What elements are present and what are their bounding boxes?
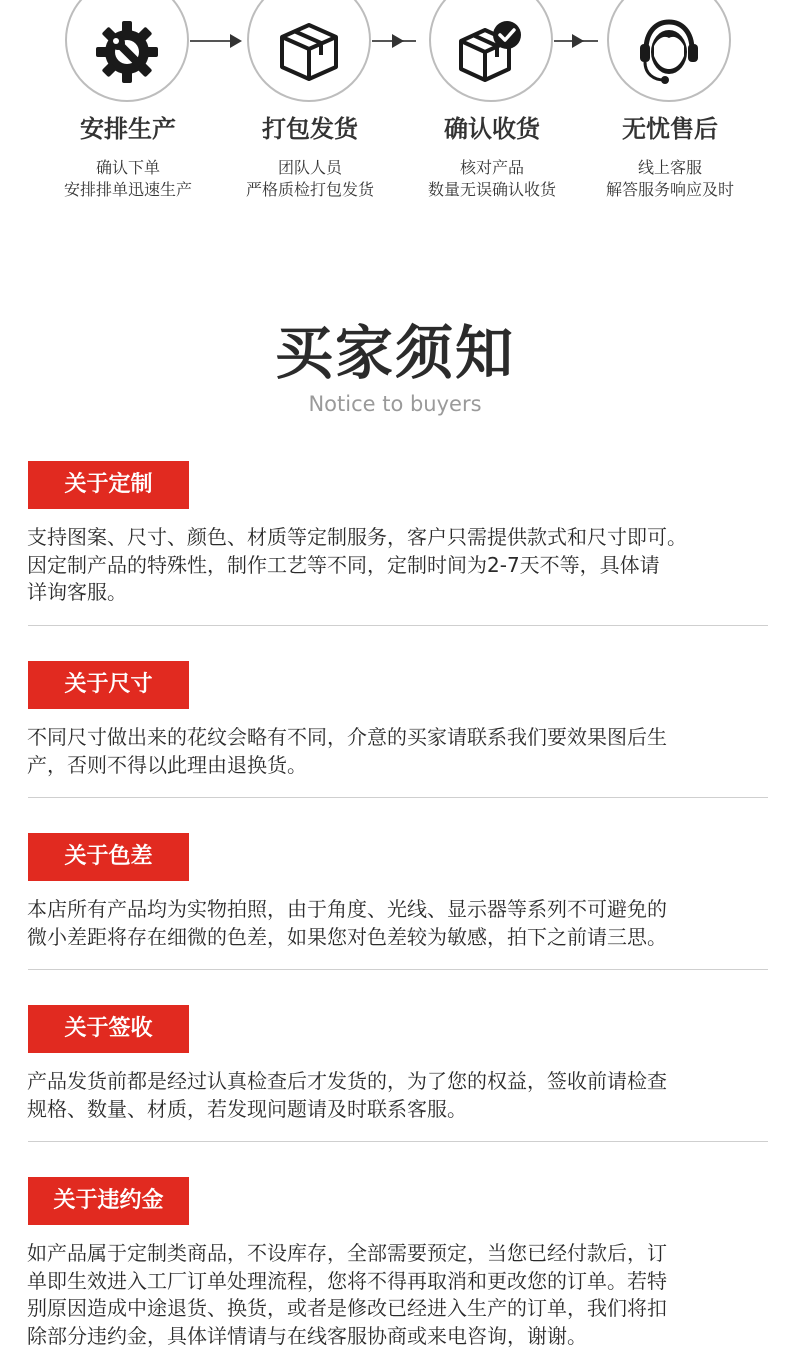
section-line: 如产品属于定制类商品，不设库存，全部需要预定，当您已经付款后，订 xyxy=(27,1241,667,1265)
section-text xyxy=(27,1068,767,1123)
section-line: 本店所有产品均为实物拍照，由于角度、光线、显示器等系列不可避免的 xyxy=(27,897,667,921)
section-badge: 关于定制 xyxy=(28,461,189,509)
section-text xyxy=(27,896,767,951)
notice-subtitle: Notice to buyers xyxy=(308,392,482,416)
step-desc-line: 数量无误确认收货 xyxy=(427,180,556,199)
process-steps xyxy=(0,0,790,210)
section-line: 别原因造成中途退货、换货，或者是修改已经进入生产的订单，我们将扣 xyxy=(27,1296,667,1320)
section-line: 规格、数量、材质，若发现问题请及时联系客服。 xyxy=(27,1096,467,1121)
section-line: 除部分违约金，具体详情请与在线客服协商或来电咨询，谢谢。 xyxy=(27,1323,587,1348)
section-line: 详询客服。 xyxy=(27,580,127,604)
step-description xyxy=(220,157,400,201)
step-desc-line: 严格质检打包发货 xyxy=(245,180,374,199)
section-divider xyxy=(28,625,768,626)
step-desc-line: 线上客服 xyxy=(637,158,702,177)
section-line: 因定制产品的特殊性，制作工艺等不同，定制时间为2-7天不等，具体请 xyxy=(27,552,660,577)
headset-icon xyxy=(634,16,704,88)
section-text xyxy=(27,1240,767,1350)
step-arrow xyxy=(554,34,609,48)
step-desc-line: 安排排单迅速生产 xyxy=(63,180,192,199)
section-divider xyxy=(28,797,768,798)
notice-title: 买家须知 xyxy=(274,319,515,387)
step-desc-line: 团队人员 xyxy=(277,158,342,177)
section-divider xyxy=(28,969,768,970)
section-text xyxy=(27,724,767,779)
step-arrow xyxy=(190,34,245,48)
step-circle xyxy=(247,0,371,102)
box-check-icon xyxy=(455,17,527,87)
section-badge: 关于违约金 xyxy=(28,1177,189,1225)
step-title: 打包发货 xyxy=(262,115,358,143)
step-circle xyxy=(65,0,189,102)
box-icon xyxy=(274,17,344,87)
step-desc-line: 核对产品 xyxy=(459,158,524,177)
section-line: 支持图案、尺寸、颜色、材质等定制服务，客户只需提供款式和尺寸即可。 xyxy=(27,525,687,549)
section-divider xyxy=(28,1141,768,1142)
section-line: 微小差距将存在细微的色差，如果您对色差较为敏感，拍下之前请三思。 xyxy=(27,924,667,949)
section-badge: 关于签收 xyxy=(28,1005,189,1053)
step-arrow xyxy=(372,34,427,48)
step-description xyxy=(38,157,218,201)
step-circle xyxy=(429,0,553,102)
gear-wrench-icon xyxy=(92,17,162,87)
step-title: 确认收货 xyxy=(444,115,540,143)
step-description xyxy=(402,157,582,201)
step-title: 安排生产 xyxy=(80,115,176,143)
step-description xyxy=(580,157,760,201)
section-line: 单即生效进入工厂订单处理流程，您将不得再取消和更改您的订单。若特 xyxy=(27,1268,667,1293)
section-line: 不同尺寸做出来的花纹会略有不同，介意的买家请联系我们要效果图后生 xyxy=(27,725,667,749)
section-line: 产，否则不得以此理由退换货。 xyxy=(27,752,307,777)
step-title: 无忧售后 xyxy=(622,115,718,143)
step-desc-line: 解答服务响应及时 xyxy=(605,180,734,199)
step-desc-line: 确认下单 xyxy=(95,158,160,177)
section-badge: 关于色差 xyxy=(28,833,189,881)
step-circle xyxy=(607,0,731,102)
section-text xyxy=(27,524,767,607)
section-badge: 关于尺寸 xyxy=(28,661,189,709)
section-line: 产品发货前都是经过认真检查后才发货的，为了您的权益，签收前请检查 xyxy=(27,1069,667,1093)
